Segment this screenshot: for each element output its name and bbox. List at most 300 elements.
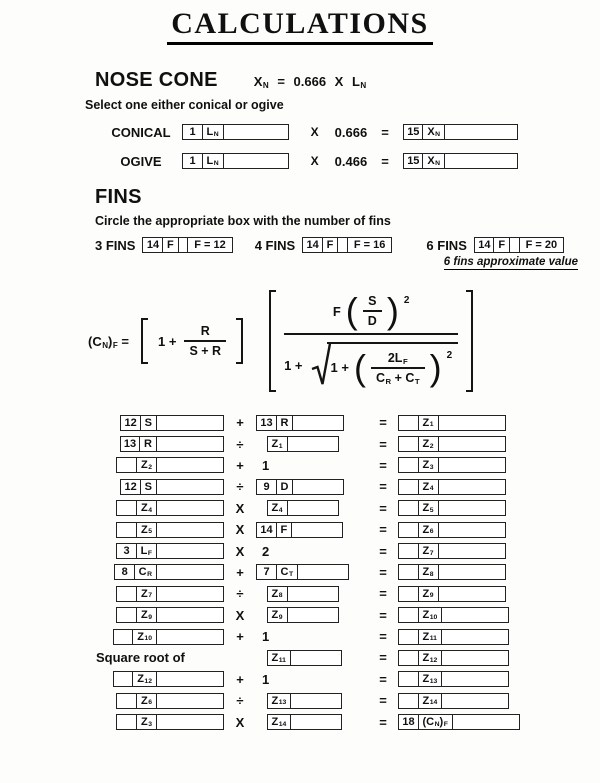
labeled-box	[418, 457, 506, 473]
equals-sign: =	[379, 522, 387, 538]
ref-num-box: 7	[256, 564, 277, 580]
box-label: Z 6	[137, 694, 157, 708]
fin-value-box[interactable]: F = 16	[347, 237, 393, 253]
box-label: Z 8	[268, 587, 288, 601]
calc-left-operand	[96, 647, 224, 668]
calc-left-operand	[96, 669, 224, 690]
labeled-box	[140, 479, 224, 495]
labeled-box	[136, 586, 224, 602]
equals-sign: =	[379, 500, 387, 516]
value-box-group	[398, 671, 509, 687]
write-in-area[interactable]	[224, 154, 288, 168]
write-in-area[interactable]	[453, 715, 519, 729]
labeled-box	[418, 671, 510, 687]
box-label: Z 14	[268, 715, 292, 729]
labeled-box	[267, 607, 339, 623]
operator-sign: X	[235, 500, 245, 516]
write-in-area[interactable]	[157, 416, 223, 430]
value-box-group	[398, 693, 509, 709]
ref-num-box[interactable]	[398, 671, 419, 687]
operator-sign: +	[236, 415, 244, 431]
formula-lhs: (CN)F =	[88, 333, 130, 350]
box-label: Z 4	[268, 501, 288, 515]
write-in-area[interactable]	[288, 608, 338, 622]
fins-option	[426, 237, 564, 253]
one-plus-text: 1 +	[284, 357, 303, 373]
fraction-denominator: D	[363, 310, 382, 328]
write-in-area[interactable]	[445, 154, 517, 168]
box-label: Z 6	[419, 523, 439, 537]
labeled-box	[136, 693, 224, 709]
ref-num-box[interactable]	[398, 415, 419, 431]
labeled-box	[418, 714, 520, 730]
write-in-area[interactable]	[292, 523, 342, 537]
value-box-group	[116, 543, 224, 559]
calc-mid-operand	[256, 540, 368, 561]
one-plus-text: 1 +	[158, 333, 177, 349]
calc-left-operand	[96, 562, 224, 583]
bracket-1-content	[148, 318, 236, 364]
box-label: (C N ) F	[419, 715, 453, 729]
ref-num-box[interactable]	[398, 607, 419, 623]
labeled-box	[267, 693, 343, 709]
fraction-denominator: S + R	[184, 340, 226, 358]
value-box-group	[268, 607, 339, 623]
calc-result	[398, 711, 534, 732]
write-in-area[interactable]	[298, 565, 348, 579]
box-label: C T	[277, 565, 299, 579]
ref-num-box[interactable]	[398, 543, 419, 559]
fins-note-row	[0, 256, 600, 270]
box-label: Z 5	[137, 523, 157, 537]
ref-num-box: 15	[403, 153, 424, 169]
write-in-area[interactable]	[439, 565, 505, 579]
write-in-area[interactable]	[439, 458, 505, 472]
open-paren-icon: (	[345, 290, 358, 331]
calc-row	[96, 690, 600, 711]
box-label: Z 7	[137, 587, 157, 601]
labeled-box	[132, 629, 224, 645]
box-label: Z 4	[419, 480, 439, 494]
calc-result	[398, 626, 534, 647]
write-in-area[interactable]	[445, 125, 517, 139]
calc-mid-operand	[256, 669, 368, 690]
box-label: Z 7	[419, 544, 439, 558]
write-in-area[interactable]	[157, 672, 223, 686]
calc-left-operand	[96, 540, 224, 561]
write-in-area[interactable]	[439, 587, 505, 601]
calc-mid-operand	[256, 476, 368, 497]
operator-sign: ÷	[236, 693, 244, 709]
write-in-area[interactable]	[442, 694, 508, 708]
ref-num-box: 12	[120, 479, 141, 495]
write-in-area[interactable]	[288, 587, 338, 601]
calc-left-operand	[96, 433, 224, 454]
box-label: Z 10	[419, 608, 443, 622]
labeled-box	[134, 564, 224, 580]
main-fraction-numerator	[332, 290, 410, 333]
write-in-area[interactable]	[157, 480, 223, 494]
write-in-area[interactable]	[442, 651, 508, 665]
ref-num-box[interactable]	[116, 693, 137, 709]
ref-num-box: 13	[256, 415, 277, 431]
box-label: S	[141, 416, 157, 430]
calc-result	[398, 455, 534, 476]
operator-sign: +	[236, 629, 244, 645]
labeled-box	[276, 415, 345, 431]
labeled-box	[276, 564, 350, 580]
fins-heading: FINS	[95, 186, 142, 208]
calc-result	[398, 562, 534, 583]
equals-sign: =	[379, 479, 387, 495]
exponent: 2	[446, 350, 453, 361]
nose-row-label: CONICAL	[111, 124, 171, 140]
calc-row	[96, 562, 600, 583]
calc-result	[398, 498, 534, 519]
fin-value-box[interactable]: F = 20	[519, 237, 565, 253]
value-box-group	[113, 629, 224, 645]
operator-sign: X	[235, 522, 245, 538]
ref-num-box[interactable]	[113, 671, 134, 687]
calc-row	[96, 433, 600, 454]
labeled-box	[162, 237, 189, 253]
operator-sign: ÷	[236, 436, 244, 452]
calc-mid-operand	[256, 498, 368, 519]
labeled-box	[418, 564, 506, 580]
labeled-box	[140, 415, 224, 431]
value-box-group	[182, 124, 289, 140]
factor-value: 0.666	[334, 124, 368, 140]
labeled-box	[418, 500, 506, 516]
fins-option	[95, 237, 233, 253]
labeled-box	[136, 607, 224, 623]
write-in-area[interactable]	[157, 565, 223, 579]
ref-num-box: 1	[182, 124, 203, 140]
labeled-box	[418, 436, 506, 452]
calc-result	[398, 690, 534, 711]
operator-sign: +	[236, 671, 244, 687]
write-in-area[interactable]	[293, 480, 343, 494]
ref-num-box[interactable]	[116, 607, 137, 623]
fraction-denominator: CR + CT	[371, 367, 425, 385]
value-box-group	[403, 153, 518, 169]
equals-sign: =	[379, 714, 387, 730]
box-label: Z 9	[419, 587, 439, 601]
box-label: F	[494, 238, 510, 252]
write-in-area[interactable]	[442, 608, 508, 622]
multiply-sign: X	[310, 125, 319, 139]
calc-row	[96, 647, 600, 668]
ref-num-box[interactable]	[398, 629, 419, 645]
calc-result	[398, 476, 534, 497]
labeled-box	[418, 650, 510, 666]
box-label: R	[277, 416, 294, 430]
box-label: X N	[423, 154, 445, 168]
value-box-group	[116, 457, 224, 473]
write-in-area[interactable]	[293, 416, 343, 430]
title-wrap	[0, 0, 600, 45]
value-box-group	[113, 671, 224, 687]
nose-cone-row	[100, 152, 600, 170]
write-in-area[interactable]	[288, 501, 338, 515]
value-box-group	[398, 564, 506, 580]
write-in-area[interactable]	[288, 437, 338, 451]
value-box-group	[120, 415, 224, 431]
calc-row	[96, 626, 600, 647]
ref-num-box[interactable]	[116, 586, 137, 602]
one-plus-text: 1 +	[330, 360, 349, 375]
calc-left-operand	[96, 498, 224, 519]
labeled-box	[267, 436, 339, 452]
ref-num-box[interactable]	[116, 714, 137, 730]
value-box-group	[256, 479, 344, 495]
fins-instruction: Circle the appropriate box with the number of fins	[95, 214, 391, 228]
value-box-group	[116, 607, 224, 623]
box-label: F	[323, 238, 339, 252]
value-box-group	[398, 586, 506, 602]
calc-row	[96, 540, 600, 561]
calc-left-operand	[96, 455, 224, 476]
labeled-box	[267, 714, 343, 730]
calc-left-operand	[96, 519, 224, 540]
calc-left-operand	[96, 412, 224, 433]
s-over-d-fraction	[363, 294, 382, 328]
fraction-numerator: R	[200, 324, 210, 338]
ref-num-box[interactable]	[398, 457, 419, 473]
ref-num-box[interactable]	[398, 693, 419, 709]
labeled-box	[418, 586, 506, 602]
calc-row	[96, 476, 600, 497]
write-in-area[interactable]	[224, 125, 288, 139]
nose-cone-formula: XN = 0.666 X LN	[253, 74, 367, 91]
fraction-numerator: S	[368, 294, 377, 308]
box-label: Z 13	[419, 672, 443, 686]
ref-num-box[interactable]	[398, 586, 419, 602]
square-root-group	[311, 342, 459, 388]
box-label: Z 12	[133, 672, 157, 686]
box-label: Z 10	[133, 630, 157, 644]
calc-left-operand	[96, 690, 224, 711]
labeled-box	[422, 124, 518, 140]
value-box-group	[120, 436, 224, 452]
write-in-area[interactable]	[157, 608, 223, 622]
value-box-group	[256, 564, 349, 580]
write-in-area[interactable]	[157, 544, 223, 558]
calc-mid-operand	[256, 455, 368, 476]
value-box-group	[398, 457, 506, 473]
square-root-label: Square root of	[96, 650, 185, 666]
box-label: C R	[135, 565, 157, 579]
write-in-area[interactable]	[157, 523, 223, 537]
fin-value-box[interactable]: F = 12	[187, 237, 233, 253]
value-box-group	[398, 415, 506, 431]
left-bracket-icon	[141, 318, 148, 364]
labeled-box	[276, 522, 344, 538]
equals-sign: =	[379, 564, 387, 580]
value-box-group	[182, 153, 289, 169]
two-lf-over-cr-plus-ct-fraction	[371, 351, 425, 385]
calc-row	[96, 669, 600, 690]
write-in-area[interactable]	[157, 587, 223, 601]
equals-sign: =	[379, 543, 387, 559]
write-in-area[interactable]	[291, 715, 341, 729]
value-box-group	[114, 564, 224, 580]
box-label: L N	[203, 125, 224, 139]
value-box-group	[116, 714, 224, 730]
cnf-formula	[88, 290, 600, 392]
box-label: Z 13	[268, 694, 292, 708]
write-in-area[interactable]	[442, 630, 508, 644]
calc-mid-operand	[256, 412, 368, 433]
ref-num-box: 18	[398, 714, 419, 730]
factor-value: 0.466	[334, 153, 368, 169]
calc-mid-operand	[256, 626, 368, 647]
value-box-group	[120, 479, 224, 495]
labeled-box	[132, 671, 224, 687]
nose-cone-rows	[0, 123, 600, 170]
calc-mid-operand	[256, 519, 368, 540]
box-label: Z 2	[137, 458, 157, 472]
ref-num-box[interactable]	[398, 522, 419, 538]
calc-row	[96, 519, 600, 540]
labeled-box	[136, 500, 224, 516]
calc-row	[96, 583, 600, 604]
value-box-group	[116, 586, 224, 602]
nose-cone-row	[100, 123, 600, 141]
page-title: CALCULATIONS	[167, 7, 433, 45]
labeled-box	[136, 522, 224, 538]
box-label: Z 3	[419, 458, 439, 472]
calc-row	[96, 455, 600, 476]
box-label: D	[277, 480, 294, 494]
ref-num-box[interactable]	[398, 564, 419, 580]
ref-num-box: 9	[256, 479, 277, 495]
value-box-group	[398, 543, 506, 559]
ref-num-box: 3	[116, 543, 137, 559]
operator-sign: X	[235, 543, 245, 559]
box-label: X N	[423, 125, 445, 139]
write-in-area[interactable]	[157, 694, 223, 708]
constant-value: 1	[262, 457, 270, 473]
calc-mid-operand	[256, 562, 368, 583]
value-box-group	[268, 650, 342, 666]
radicand	[327, 342, 459, 386]
nose-cone-header	[95, 69, 600, 92]
write-in-area[interactable]	[157, 437, 223, 451]
calc-mid-operand	[256, 711, 368, 732]
labeled-box	[418, 629, 509, 645]
nose-row-label: OGIVE	[120, 153, 162, 169]
ref-num-box[interactable]	[116, 457, 137, 473]
main-fraction-denominator	[284, 333, 458, 388]
calc-mid-operand	[256, 690, 368, 711]
ref-num-box[interactable]	[398, 500, 419, 516]
value-box-group	[398, 500, 506, 516]
box-label: S	[141, 480, 157, 494]
value-box-group	[398, 629, 509, 645]
main-fraction	[276, 290, 466, 392]
ref-num-box[interactable]	[398, 436, 419, 452]
ref-num-box: 12	[120, 415, 141, 431]
constant-value: 1	[262, 629, 270, 645]
calc-result	[398, 647, 534, 668]
labeled-box	[493, 237, 520, 253]
right-bracket-icon	[236, 318, 243, 364]
value-box-group	[268, 500, 339, 516]
fins-count-label: 4 FINS	[254, 237, 296, 253]
operator-sign: ÷	[236, 479, 244, 495]
ref-num-box[interactable]	[113, 629, 134, 645]
write-in-area[interactable]	[291, 694, 341, 708]
value-box-group	[116, 522, 224, 538]
nose-cone-instruction: Select one either conical or ogive	[85, 98, 284, 112]
ref-num-box[interactable]	[116, 500, 137, 516]
fins-option	[255, 237, 393, 253]
write-in-area[interactable]	[439, 416, 505, 430]
box-label: Z 8	[419, 565, 439, 579]
write-in-area[interactable]	[439, 523, 505, 537]
calc-mid-operand	[256, 433, 368, 454]
write-in-area[interactable]	[157, 630, 223, 644]
box-label: Z 11	[268, 651, 291, 665]
write-in-area[interactable]	[442, 672, 508, 686]
calc-left-operand	[96, 583, 224, 604]
calc-mid-operand	[256, 605, 368, 626]
labeled-box	[139, 436, 224, 452]
operator-sign	[224, 647, 256, 668]
box-label: Z 14	[419, 694, 443, 708]
write-in-area[interactable]	[157, 458, 223, 472]
labeled-box	[136, 714, 224, 730]
calc-result	[398, 433, 534, 454]
write-in-area[interactable]	[439, 480, 505, 494]
ref-num-box[interactable]	[398, 650, 419, 666]
write-in-area[interactable]	[439, 437, 505, 451]
ref-num-box[interactable]	[116, 522, 137, 538]
calc-row	[96, 711, 600, 732]
write-in-area[interactable]	[291, 651, 341, 665]
left-bracket-icon	[269, 290, 276, 392]
calc-mid-operand	[256, 583, 368, 604]
value-box-group	[398, 479, 506, 495]
open-paren-icon: (	[353, 346, 366, 388]
operator-sign: +	[236, 564, 244, 580]
nose-cone-heading: NOSE CONE	[95, 69, 218, 91]
labeled-box	[418, 522, 506, 538]
value-box-group	[398, 714, 520, 730]
ref-num-box[interactable]	[398, 479, 419, 495]
ref-num-box: 15	[403, 124, 424, 140]
write-in-area[interactable]	[157, 501, 223, 515]
box-label: Z 3	[137, 715, 157, 729]
equals-sign: =	[379, 586, 387, 602]
calc-mid-operand	[256, 647, 368, 668]
write-in-area[interactable]	[439, 501, 505, 515]
write-in-area[interactable]	[157, 715, 223, 729]
ref-num-box: 14	[142, 237, 163, 253]
box-label: R	[140, 437, 157, 451]
operator-sign: X	[235, 607, 245, 623]
ref-num-box: 1	[182, 153, 203, 169]
labeled-box	[418, 693, 510, 709]
ref-num-box: 14	[302, 237, 323, 253]
r-over-s-plus-r-fraction	[184, 324, 226, 358]
write-in-area[interactable]	[439, 544, 505, 558]
box-label: Z 2	[419, 437, 439, 451]
calc-result	[398, 540, 534, 561]
equals-sign: =	[379, 436, 387, 452]
box-label: F	[163, 238, 179, 252]
